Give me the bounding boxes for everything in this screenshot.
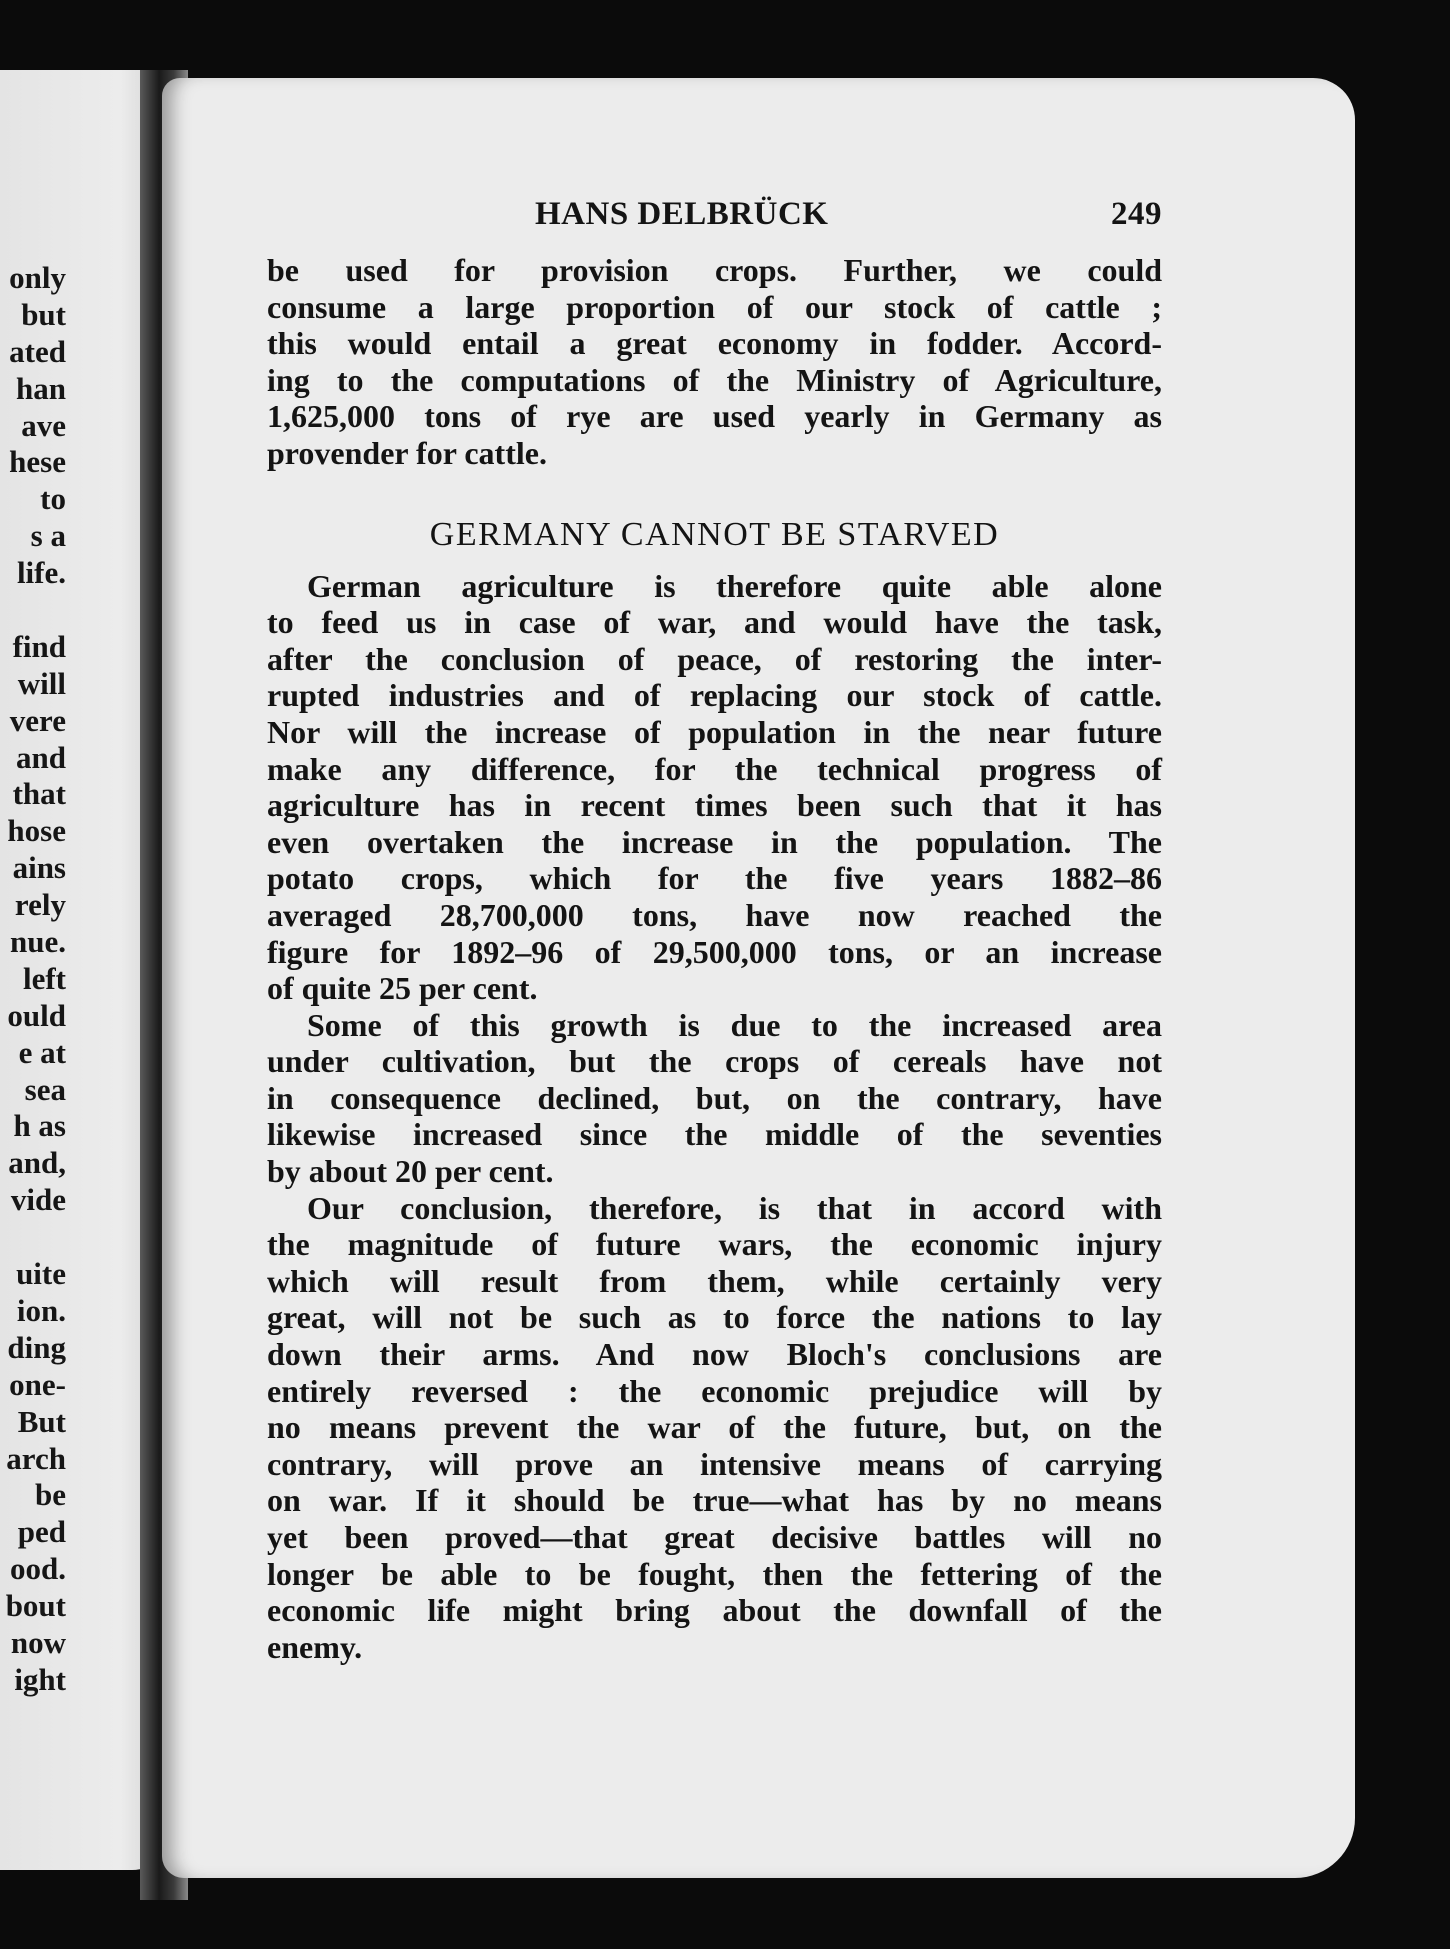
text-line: even overtaken the increase in the population. The [267, 823, 1162, 860]
left-page-line-fragment: nue. [10, 924, 66, 960]
running-head [267, 196, 1162, 252]
text-line: contrary, will prove an intensive means of carrying [267, 1445, 1162, 1482]
left-page-line-fragment: ding [7, 1329, 66, 1365]
left-page-line-fragment: rely [14, 887, 66, 923]
left-page-line-fragment: ight [14, 1661, 66, 1697]
text-line: potato crops, which for the five years 1882–86 [267, 860, 1162, 897]
text-line: yet been proved—that great decisive battles will no [267, 1519, 1162, 1555]
left-page-line-fragment: But [17, 1403, 66, 1439]
left-page-line-fragment: and, [8, 1145, 66, 1181]
left-page-line-fragment: vere [9, 702, 66, 738]
page-number: 249 [1111, 196, 1162, 232]
paragraph [267, 252, 1162, 472]
text-line: which will result from them, while certainly very [267, 1262, 1162, 1299]
text-line: Nor will the increase of population in the near future [267, 713, 1162, 750]
left-page-line-fragment: to [40, 481, 66, 517]
left-page-line-fragment: han [16, 370, 66, 406]
text-line: make any difference, for the technical progress of [267, 750, 1162, 787]
right-page [162, 78, 1355, 1878]
left-page-line-fragment: find [12, 628, 66, 664]
left-page-line-fragment: ion. [16, 1292, 66, 1328]
left-page-line-fragment: ped [17, 1514, 66, 1550]
left-page-line-fragment: s a [30, 518, 66, 554]
text-line: ing to the computations of the Ministry of Agriculture, [267, 361, 1162, 398]
text-line: consume a large proportion of our stock of cattle ; [267, 288, 1162, 325]
left-page-line-fragment: left [22, 960, 66, 996]
text-line: after the conclusion of peace, of restoring the inter- [267, 640, 1162, 677]
text-line: economic life might bring about the downfall of the [267, 1592, 1162, 1629]
body-text [267, 252, 1162, 1665]
running-title: HANS DELBRÜCK [535, 196, 829, 232]
left-page-line-fragment: uite [16, 1256, 66, 1292]
left-page-line-fragment: vide [10, 1182, 66, 1218]
text-line: Our conclusion, therefore, is that in accord with [307, 1189, 1162, 1226]
left-page-line-fragment: hese [9, 444, 66, 480]
text-line: on war. If it should be true—what has by no means [267, 1482, 1162, 1519]
page-content [267, 196, 1162, 1665]
left-page-line-fragment: bout [5, 1588, 66, 1624]
text-line: averaged 28,700,000 tons, have now reached the [267, 896, 1162, 933]
text-line: be used for provision crops. Further, we could [267, 252, 1162, 288]
left-page-line-fragment: arch [6, 1440, 66, 1476]
left-page-line-fragment: will [17, 665, 66, 701]
left-page-line-fragment: e at [18, 1034, 66, 1070]
left-page-line-fragment: hose [7, 813, 66, 849]
text-line: great, will not be such as to force the nations to lay [267, 1299, 1162, 1336]
left-page-line-fragment: be [35, 1477, 66, 1513]
text-line: to feed us in case of war, and would have the task, [267, 604, 1162, 641]
left-page-line-fragment: that [12, 776, 66, 812]
left-page-text-fragments [6, 260, 66, 1699]
text-line: down their arms. And now Bloch's conclusions are [267, 1336, 1162, 1373]
text-line: this would entail a great economy in fodder. Accord- [267, 325, 1162, 362]
text-line: no means prevent the war of the future, but, on the [267, 1409, 1162, 1446]
left-page-line-fragment: life. [16, 555, 66, 591]
left-page-line-fragment: and [16, 739, 66, 775]
left-page-line-fragment: now [10, 1624, 66, 1660]
text-line: Some of this growth is due to the increased area [307, 1006, 1162, 1043]
left-page-line-fragment: ave [21, 407, 66, 443]
left-page-line-fragment: sea [24, 1071, 66, 1107]
paragraph [267, 1190, 1162, 1666]
paragraph [267, 1007, 1162, 1190]
text-line: in consequence declined, but, on the contrary, have [267, 1079, 1162, 1116]
left-page-gap [6, 1219, 66, 1256]
left-page-line-fragment: one- [9, 1366, 66, 1402]
text-line: 1,625,000 tons of rye are used yearly in Germany as [267, 398, 1162, 435]
text-line: longer be able to be fought, then the fettering of the [267, 1555, 1162, 1592]
text-line: of quite 25 per cent. [267, 970, 538, 1007]
text-line: figure for 1892–96 of 29,500,000 tons, or an increase [267, 933, 1162, 970]
left-page-line-fragment: ood. [10, 1551, 66, 1587]
text-line: German agriculture is therefore quite able alone [307, 567, 1162, 604]
text-line: likewise increased since the middle of the seventies [267, 1116, 1162, 1153]
left-page-line-fragment: only [9, 260, 66, 295]
left-page-line-fragment: ains [12, 850, 66, 886]
paragraph [267, 568, 1162, 1007]
left-page-line-fragment: but [21, 296, 66, 332]
text-line: by about 20 per cent. [267, 1153, 554, 1190]
text-line: entirely reversed : the economic prejudice will by [267, 1372, 1162, 1409]
text-line: enemy. [267, 1628, 363, 1665]
text-line: rupted industries and of replacing our stock of cattle. [267, 677, 1162, 714]
left-page-line-fragment: ould [7, 997, 66, 1033]
left-page-gap [6, 592, 66, 629]
section-heading: GERMANY CANNOT BE STARVED [429, 515, 1000, 553]
text-line: agriculture has in recent times been such that it has [267, 787, 1162, 824]
left-page-line-fragment: ated [9, 333, 66, 369]
text-line: under cultivation, but the crops of cereals have not [267, 1043, 1162, 1080]
text-line: provender for cattle. [267, 434, 547, 471]
left-page-line-fragment: h as [13, 1108, 66, 1144]
text-line: the magnitude of future wars, the economic injury [267, 1226, 1162, 1263]
